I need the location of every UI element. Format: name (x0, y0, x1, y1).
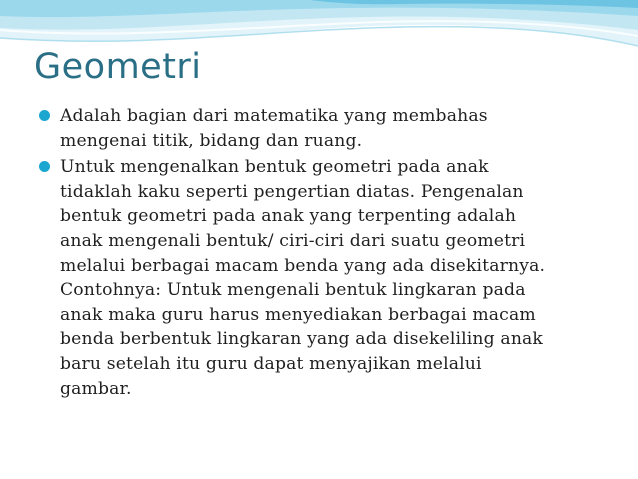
slide-title: Geometri (34, 47, 202, 87)
bullet-marker-icon (39, 161, 50, 172)
bullet-list (37, 104, 627, 401)
bullet-text: Untuk mengenalkan bentuk geometri pada anak tidaklah kaku seperti pengertian diatas. Pengenalan bentuk geometri pada anak yang terpenting adalah anak mengenali bentuk/ ciri-ciri dari suatu geometri melalui berbagai macam benda yang ada disekitarnya. Contohnya: Untuk mengenali bentuk lingkaran pada anak maka guru harus menyediakan berbagai macam benda berbentuk lingkaran yang ada disekeliling anak baru setelah itu guru dapat menyajikan melalui gambar. (60, 157, 546, 399)
bullet-item-introduction (37, 155, 627, 401)
bullet-marker-icon (39, 110, 50, 121)
bullet-text: Adalah bagian dari matematika yang membahas mengenai titik, bidang dan ruang. (60, 106, 488, 151)
bullet-item-definition (37, 104, 627, 153)
